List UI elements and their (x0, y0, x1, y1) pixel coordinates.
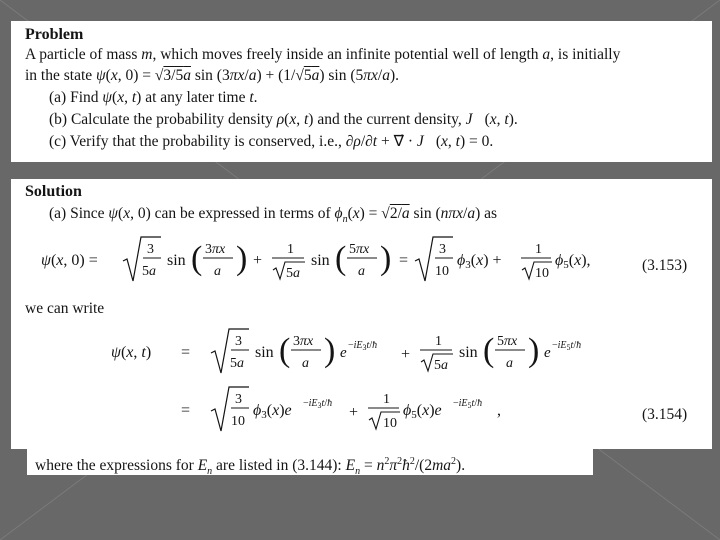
svg-text:(: ( (191, 240, 203, 277)
problem-item-b: (b) Calculate the probability density ρ(x, t) and the current density, J⃗(x, t). (49, 111, 518, 128)
solution-part-a-intro: (a) Since ψ(x, 0) can be expressed in terms of $\phi_n(x) = √2/a$ sin (nπx/a) as (49, 205, 498, 226)
svg-text:ψ(x, t): ψ(x, t) (111, 344, 152, 361)
svg-text:=: = (399, 252, 409, 269)
svg-text:(: ( (279, 332, 291, 369)
svg-text:): ) (236, 240, 248, 277)
svg-text:): ) (324, 332, 336, 369)
equation-3-154 (111, 325, 641, 445)
svg-text:=: = (181, 402, 191, 419)
svg-text:+: + (253, 252, 263, 269)
svg-text:3: 3 (439, 242, 446, 257)
svg-text:a: a (214, 264, 221, 279)
problem-statement-line-2: in the state ψ(x, 0) = √3/5a sin (3πx/a) + (1/√5a) sin (5πx/a). (25, 67, 400, 84)
svg-text:3: 3 (235, 392, 242, 407)
problem-item-a: (a) Find ψ(x, t) at any later time t. (49, 89, 258, 106)
equation-3-153 (41, 231, 641, 291)
svg-text:−iE5t/ħ: $-iE_5t/ħ$ (552, 340, 582, 352)
svg-text:(: ( (483, 332, 495, 369)
svg-text:ϕ5(x)e: ϕ5(x)e (403, 402, 442, 421)
svg-text:sin: sin (459, 344, 478, 361)
problem-item-c: (c) Verify that the probability is conserved, i.e., ∂ρ/∂t + ∇⃗ · J⃗(x, t) = 0. (49, 133, 494, 150)
svg-text:1: 1 (535, 242, 542, 257)
svg-text:a: a (302, 356, 309, 371)
svg-text:sin: sin (167, 252, 186, 269)
footnote-text: where the expressions for $E_n$ are listed in (3.144): $E_n$ = $n^2\pi^2ħ^2/(2ma^2)$. (35, 456, 466, 478)
svg-text:−iE5t/ħ: $-iE_5t/ħ$ (453, 398, 483, 410)
problem-statement-line-1: A particle of mass m, which moves freely inside an infinite potential well of length a, is initially (25, 46, 621, 63)
svg-text:3πx: 3πx (293, 334, 314, 349)
problem-panel (11, 21, 712, 162)
svg-text:ϕ3(x)e: ϕ3(x)e (253, 402, 292, 421)
svg-text:−iE3t/ħ: $-iE_3t/ħ$ (303, 398, 333, 410)
problem-heading: Problem (25, 26, 84, 43)
footnote-panel (27, 449, 593, 478)
svg-text:5πx: 5πx (497, 334, 518, 349)
svg-text:,: , (497, 402, 501, 419)
svg-text:+: + (349, 404, 359, 421)
svg-text:1: 1 (435, 334, 442, 349)
svg-text:=: = (181, 344, 191, 361)
svg-text:e: e (340, 345, 347, 361)
svg-text:3: 3 (235, 334, 242, 349)
svg-text:1: 1 (383, 392, 390, 407)
svg-text:): ) (528, 332, 540, 369)
svg-text:10: 10 (435, 264, 449, 279)
svg-text:ϕ3(x) +: ϕ3(x) + (457, 252, 502, 271)
svg-text:5a: 5a (142, 264, 156, 279)
svg-text:10: 10 (535, 266, 549, 281)
svg-text:sin: sin (311, 252, 330, 269)
svg-text:e: e (544, 345, 551, 361)
solution-heading: Solution (25, 183, 82, 200)
svg-text:5a: 5a (286, 266, 300, 281)
svg-text:sin: sin (255, 344, 274, 361)
svg-text:10: 10 (383, 416, 397, 431)
svg-text:1: 1 (287, 242, 294, 257)
svg-text:ϕ5(x),: ϕ5(x), (555, 252, 591, 271)
solution-panel (11, 179, 712, 449)
svg-text:+: + (401, 346, 411, 363)
svg-text:a: a (506, 356, 513, 371)
we-can-write-text: we can write (25, 300, 105, 317)
svg-text:ψ(x, 0) =: ψ(x, 0) = (41, 252, 98, 269)
svg-text:a: a (358, 264, 365, 279)
svg-text:3: 3 (147, 242, 154, 257)
svg-text:5a: 5a (434, 358, 448, 373)
equation-number-3-154: (3.154) (642, 406, 688, 423)
svg-text:(: ( (335, 240, 347, 277)
svg-text:10: 10 (231, 414, 245, 429)
svg-text:−iE3t/ħ: $-iE_3t/ħ$ (348, 340, 378, 352)
equation-number-3-153: (3.153) (642, 257, 688, 274)
svg-text:5πx: 5πx (349, 242, 370, 257)
svg-text:5a: 5a (230, 356, 244, 371)
svg-text:): ) (380, 240, 392, 277)
svg-text:3πx: 3πx (205, 242, 226, 257)
